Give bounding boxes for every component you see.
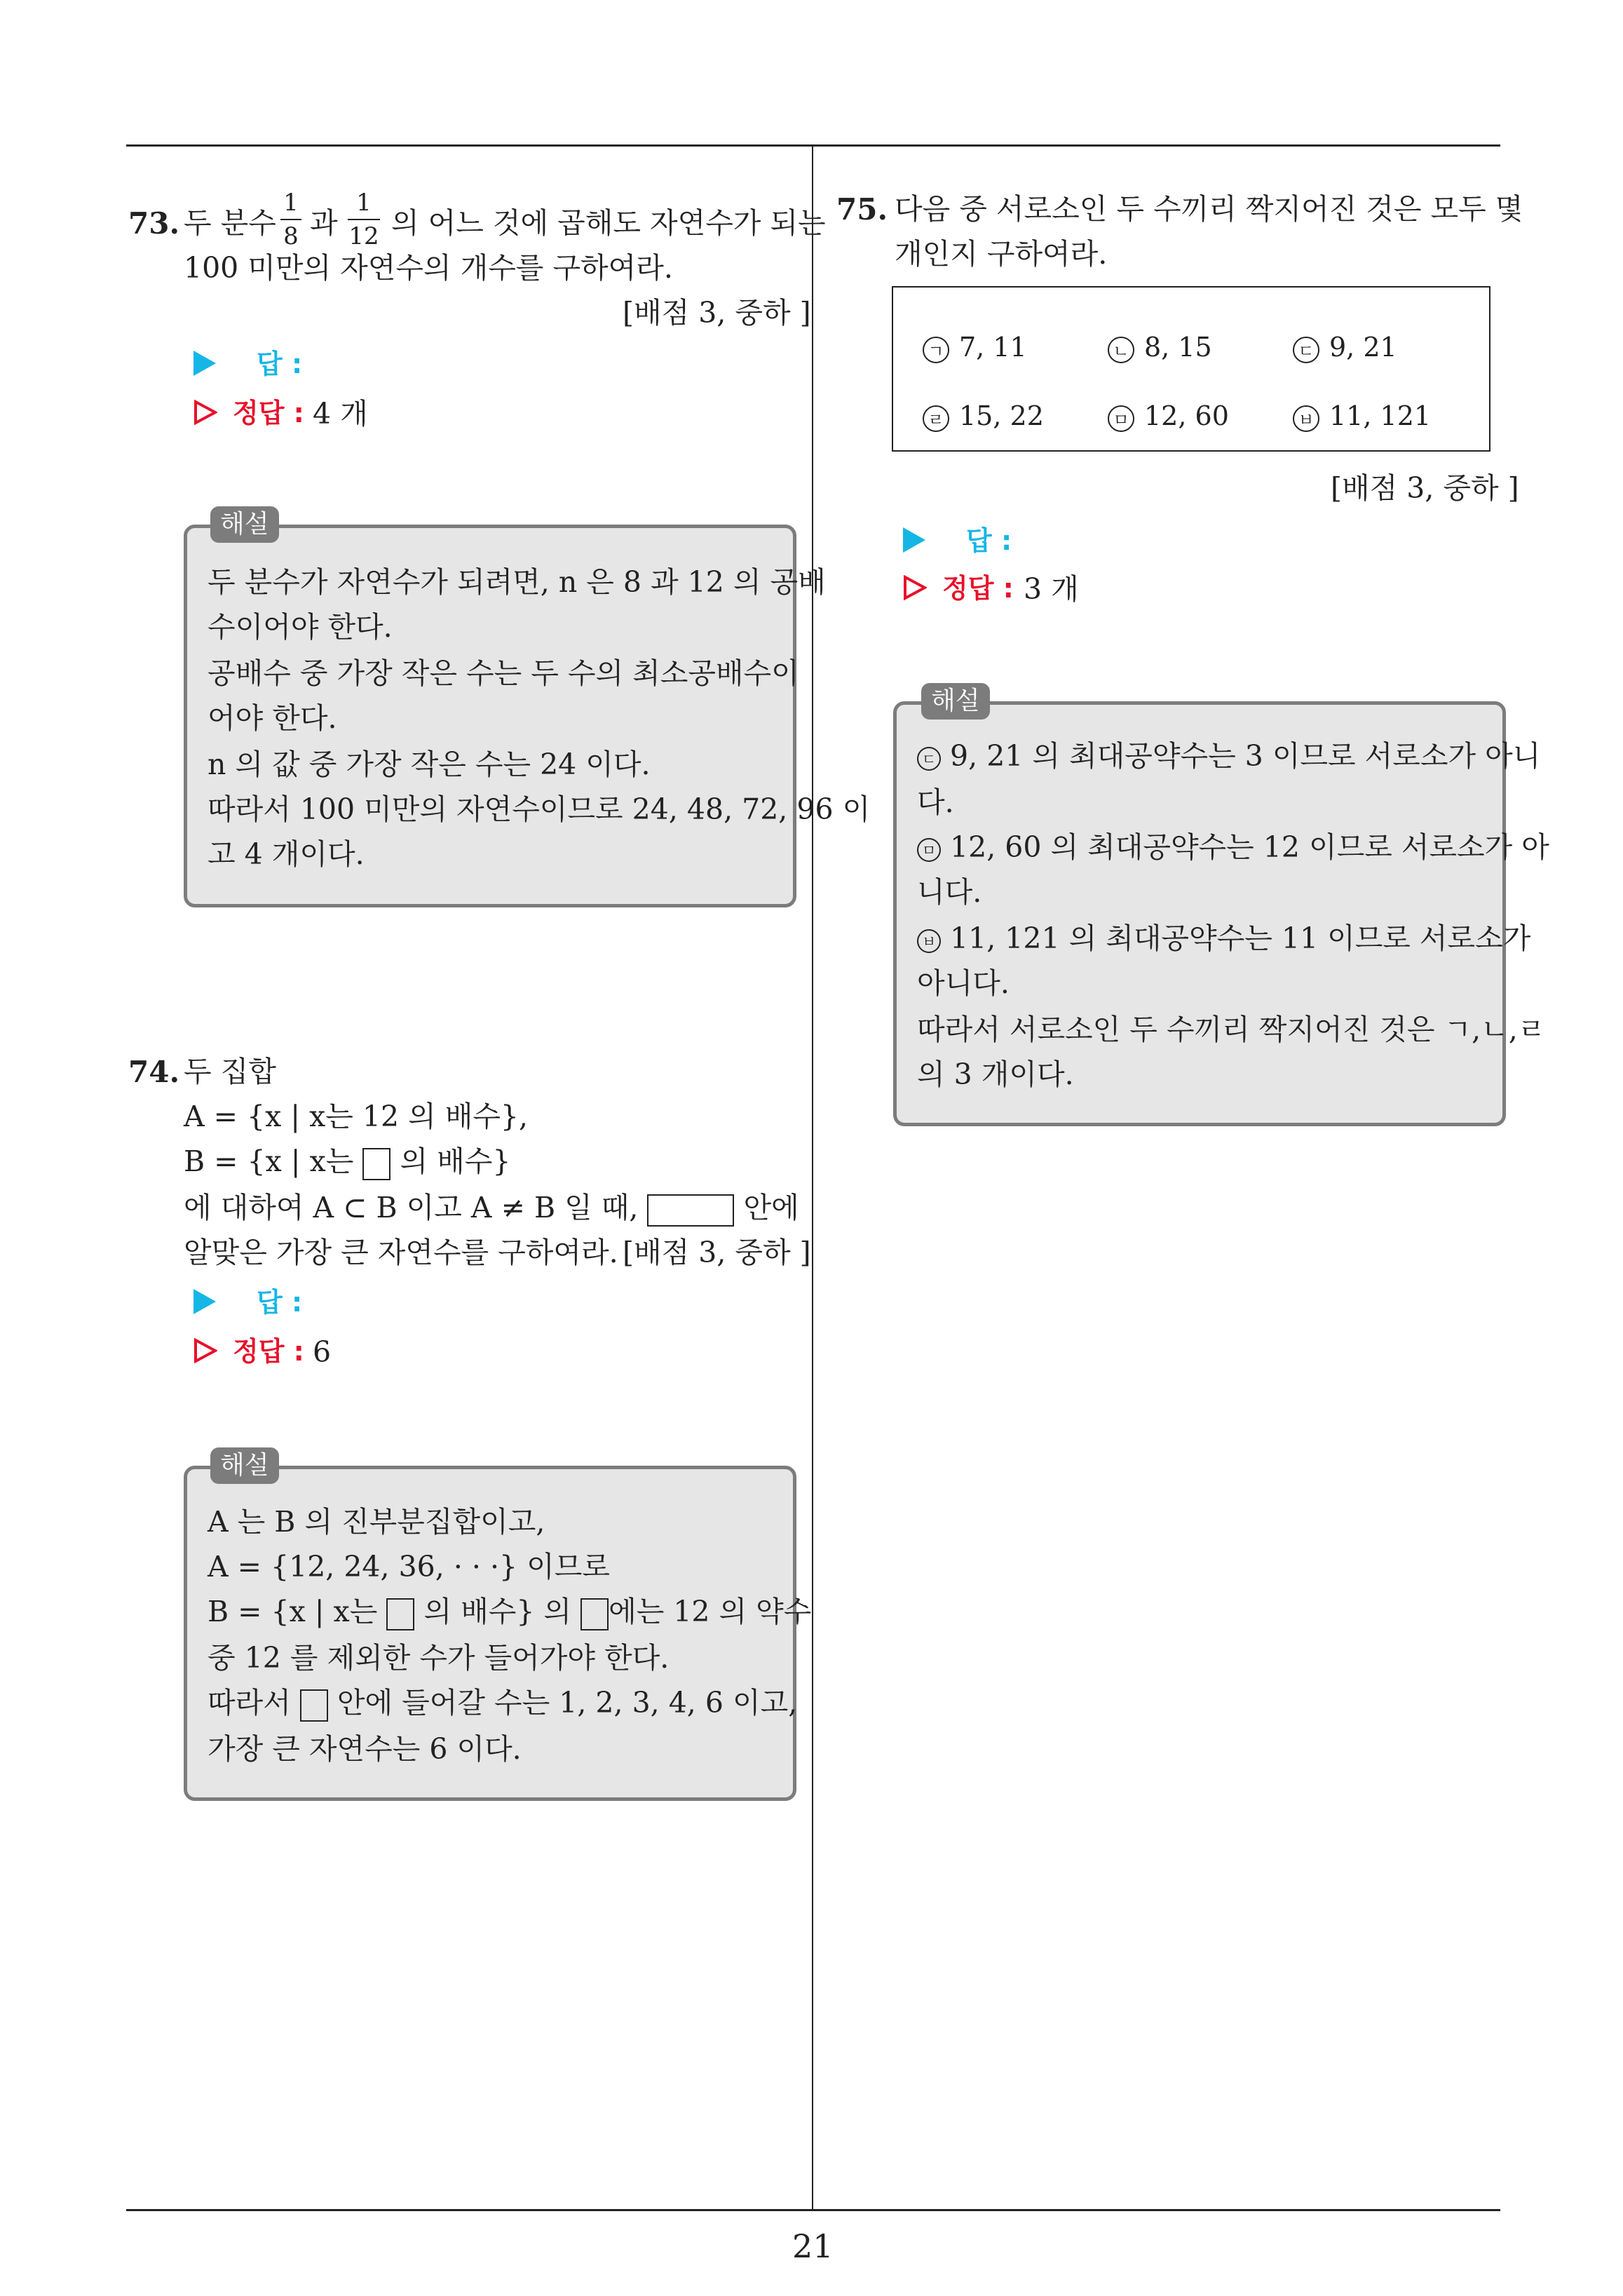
explanation-tag: 해설 [210, 1447, 279, 1484]
explanation-line [917, 1015, 1545, 1044]
set-b-end: 의 배수} [400, 1144, 511, 1178]
explanation-line [917, 830, 1549, 864]
choice-value: 7, 11 [959, 332, 1027, 363]
answer-arrow-icon [193, 1289, 216, 1314]
circled-mark: ㄱ [923, 337, 949, 363]
answer-arrow-icon [193, 351, 216, 376]
blank-box [647, 1194, 734, 1227]
explanation-line: 의 3 개이다. [917, 1058, 1074, 1091]
correct-arrow-icon [903, 575, 927, 600]
set-b [184, 1144, 511, 1180]
circled-mark: ㅂ [1293, 405, 1319, 432]
question-text: 개인지 구하여라. [895, 237, 1108, 271]
question-text: 두 분수 [184, 206, 276, 240]
explanation-line: 어야 한다. [208, 701, 337, 735]
explanation-line [208, 1686, 798, 1722]
explanation-line [917, 921, 1531, 955]
question-text: 두 집합 [184, 1055, 276, 1088]
correct-label: 정답 : [233, 398, 304, 428]
explanation-line [917, 739, 1541, 773]
circled-mark: ㄷ [1293, 337, 1319, 363]
circled-mark: ㄷ [917, 747, 941, 771]
choices-box [892, 286, 1490, 452]
question-number: 73. [128, 206, 180, 241]
choice-item [1108, 400, 1229, 432]
condition-end: 안에 [743, 1191, 799, 1224]
bottom-rule [126, 2209, 1500, 2211]
correct-value: 6 [313, 1335, 332, 1369]
question-text: 100 미만의 자연수의 개수를 구하여라. [184, 251, 673, 285]
answer-label: 답 : [966, 525, 1012, 556]
choice-value: 12, 60 [1144, 400, 1229, 431]
fraction-numerator: 1 [356, 189, 372, 217]
explanation-line: 니다. [917, 875, 982, 909]
choice-value: 9, 21 [1329, 332, 1397, 363]
question-text [184, 1191, 799, 1227]
question-text: 알맞은 가장 큰 자연수를 구하여라. [184, 1236, 618, 1269]
explanation-text: 따라서 [208, 1686, 291, 1720]
choice-item [1293, 334, 1397, 363]
explanation-text: 안에 들어갈 수는 1, 2, 3, 4, 6 이고, [337, 1686, 798, 1720]
explanation-line: 다. [917, 785, 954, 819]
explanation-text: 의 배수} 의 [423, 1595, 572, 1628]
correct-value: 4 개 [313, 397, 368, 431]
correct-label: 정답 : [942, 573, 1014, 604]
explanation-text: 11, 121 의 최대공약수는 11 이므로 서로소가 [950, 921, 1531, 955]
score-label: [배점 3, 중하 ] [623, 1236, 811, 1269]
answer-label: 답 : [257, 349, 303, 379]
question-number: 75. [836, 192, 888, 227]
answer-label: 답 : [257, 1287, 303, 1318]
score-label: [배점 3, 중하 ] [1331, 471, 1519, 505]
explanation-line: A = {12, 24, 36, · · ·} 이므로 [208, 1550, 610, 1583]
blank-box [362, 1148, 391, 1180]
fraction-1-12 [348, 191, 380, 248]
fraction-denominator: 8 [283, 222, 299, 250]
question-text: 의 어느 것에 곱해도 자연수가 되는 [391, 206, 826, 240]
choice-value: 11, 121 [1329, 400, 1432, 431]
set-a: A = {x | x는 12 의 배수}, [184, 1100, 529, 1133]
explanation-text: 따라서 서로소인 두 수끼리 짝지어진 것은 [917, 1013, 1435, 1046]
circled-mark: ㄴ [1108, 337, 1134, 363]
blank-box [580, 1598, 609, 1630]
condition-text: 에 대하여 A ⊂ B 이고 A ≠ B 일 때, [184, 1191, 639, 1224]
choice-item [923, 334, 1027, 363]
correct-value: 3 개 [1024, 572, 1079, 606]
blank-box [386, 1598, 414, 1630]
explanation-line: n 의 값 중 가장 작은 수는 24 이다. [208, 748, 651, 781]
question-text: 과 [310, 206, 338, 240]
circled-mark: ㄹ [923, 405, 949, 432]
question-text: 다음 중 서로소인 두 수끼리 짝지어진 것은 모두 몇 [895, 192, 1523, 226]
choice-value: 15, 22 [959, 400, 1044, 431]
explanation-text: B = {x | x는 [208, 1595, 378, 1628]
circled-mark: ㅁ [917, 838, 941, 862]
explanation-line: 공배수 중 가장 작은 수는 두 수의 최소공배수이 [208, 656, 799, 690]
explanation-line: 두 분수가 자연수가 되려면, n 은 8 과 12 의 공배 [208, 565, 826, 599]
top-rule [126, 144, 1500, 147]
explanation-line: 아니다. [917, 966, 1010, 1000]
circled-mark: ㅁ [1108, 405, 1134, 432]
score-label: [배점 3, 중하 ] [623, 296, 811, 330]
correct-arrow-icon [193, 400, 217, 425]
circled-mark: ㅂ [917, 929, 941, 953]
explanation-tag: 해설 [210, 506, 279, 543]
explanation-line: 따라서 100 미만의 자연수이므로 24, 48, 72, 96 이 [208, 792, 871, 826]
fraction-1-8 [280, 191, 301, 248]
explanation-text: 에는 12 의 약수 [609, 1595, 812, 1628]
column-divider [812, 144, 813, 2210]
explanation-line: 수이어야 한다. [208, 610, 393, 644]
choice-item [1293, 400, 1432, 432]
explanation-text: 12, 60 의 최대공약수는 12 이므로 서로소가 아 [950, 830, 1549, 864]
correct-arrow-icon [193, 1338, 217, 1363]
answer-arrow-icon [903, 527, 925, 553]
question-number: 74. [128, 1055, 180, 1089]
explanation-tag: 해설 [921, 683, 990, 720]
explanation-line: 고 4 개이다. [208, 837, 365, 871]
correct-label: 정답 : [233, 1336, 304, 1367]
set-b-start: B = {x | x는 [184, 1144, 354, 1178]
explanation-line: A 는 B 의 진부분집합이고, [208, 1505, 545, 1539]
explanation-text: 9, 21 의 최대공약수는 3 이므로 서로소가 아니 [950, 739, 1541, 773]
explanation-marks: ㄱ,ㄴ,ㄹ [1444, 1013, 1546, 1046]
explanation-line: 중 12 를 제외한 수가 들어가야 한다. [208, 1641, 670, 1675]
blank-box [300, 1689, 328, 1722]
fraction-numerator: 1 [283, 189, 299, 217]
page-number: 21 [792, 2227, 834, 2265]
choice-item [923, 400, 1044, 432]
choice-value: 8, 15 [1144, 332, 1212, 363]
explanation-line: 가장 큰 자연수는 6 이다. [208, 1732, 522, 1766]
choice-item [1108, 334, 1212, 363]
explanation-line [208, 1595, 812, 1630]
fraction-denominator: 12 [348, 222, 379, 250]
